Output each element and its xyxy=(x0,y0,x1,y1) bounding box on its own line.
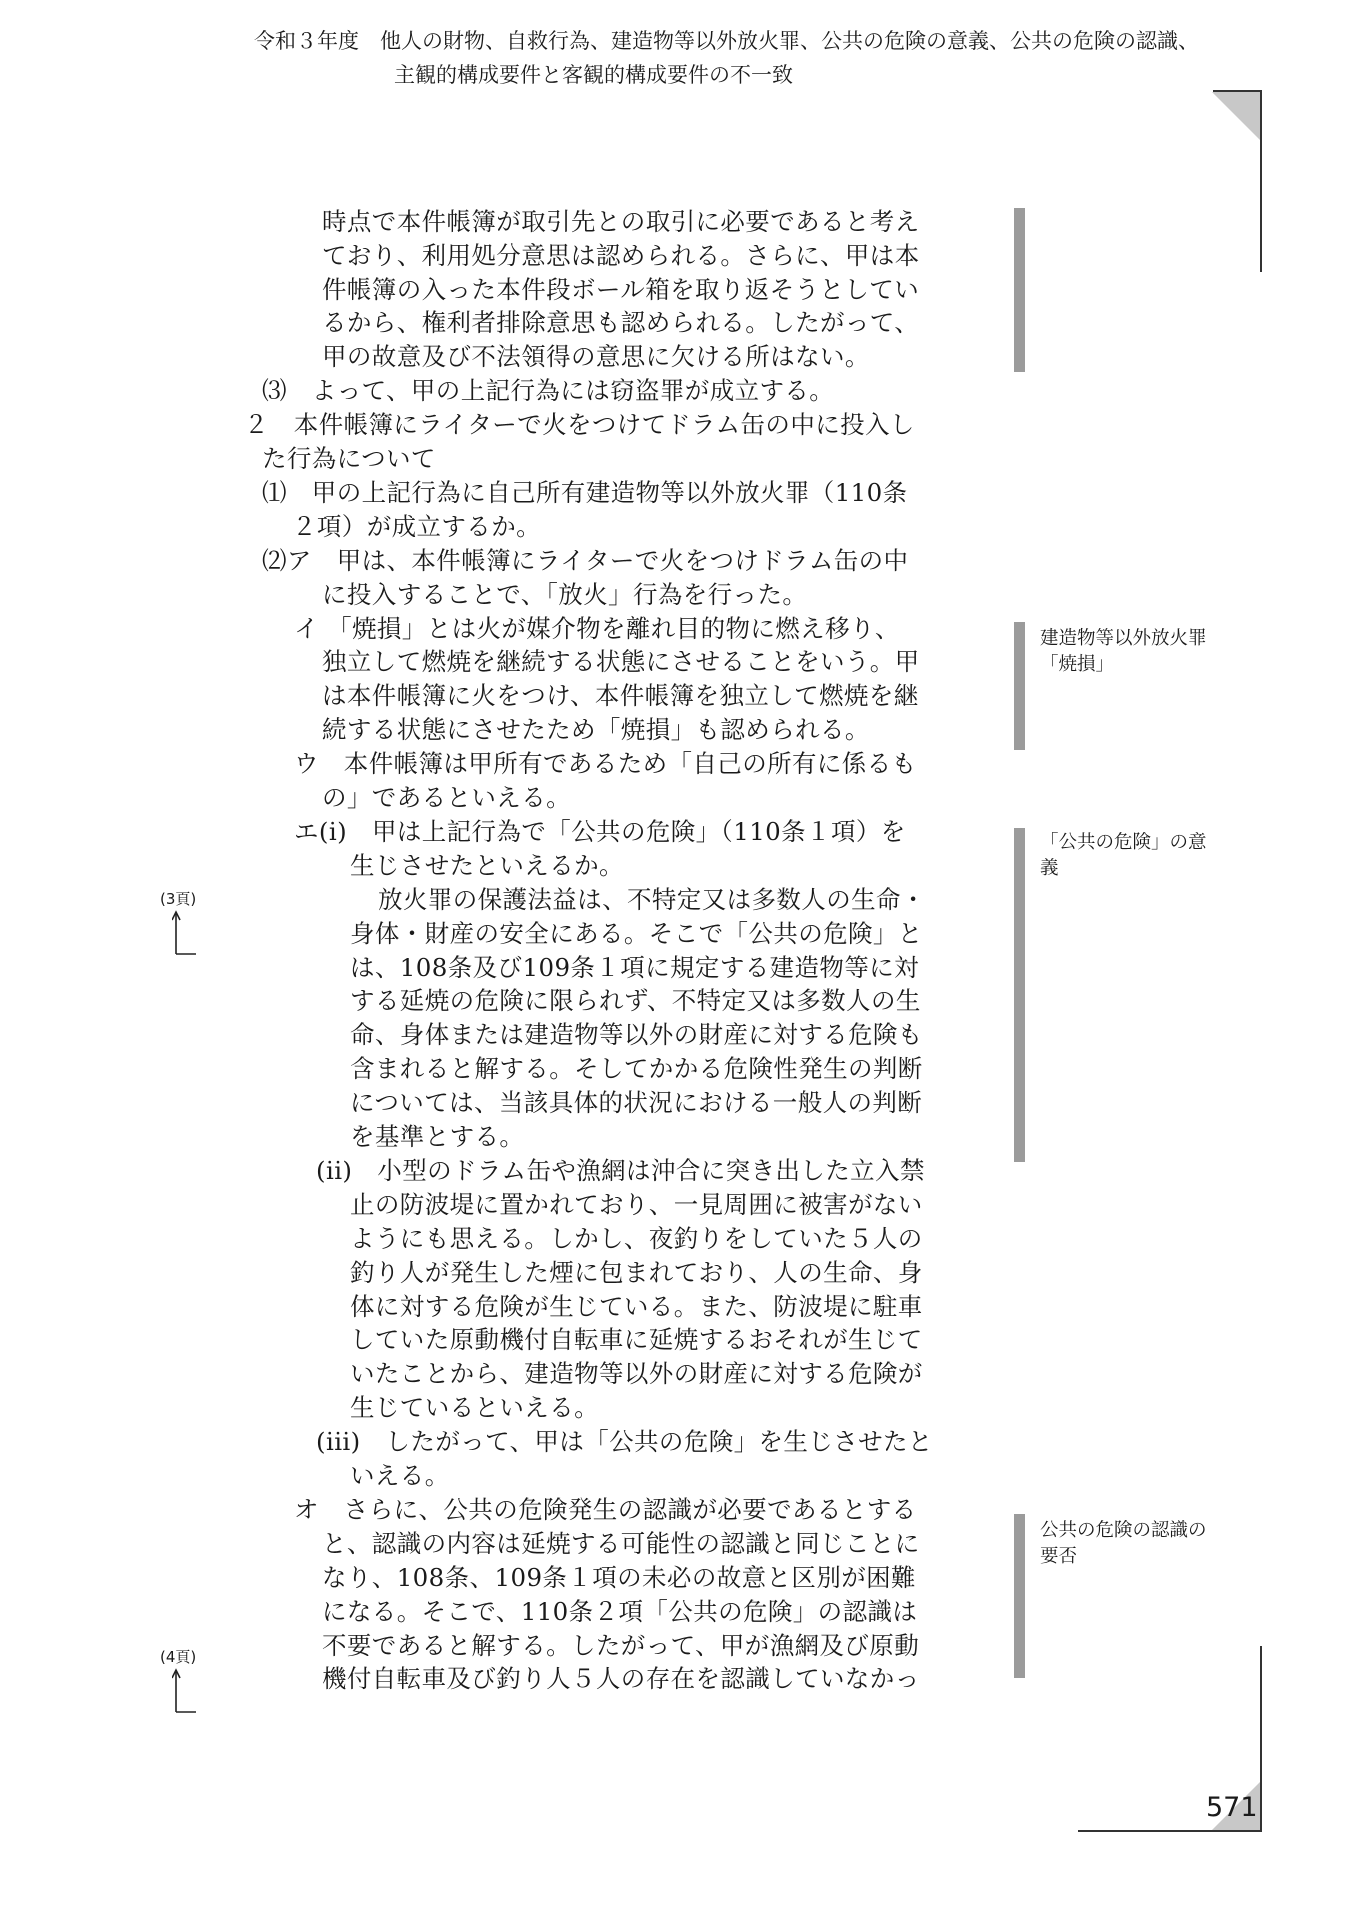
corner-rule-bottom-v xyxy=(1260,1646,1262,1832)
text-line: 甲の故意及び不法領得の意思に欠ける所はない。 xyxy=(322,342,870,371)
margin-note-line: 公共の危険の認識の xyxy=(1040,1520,1207,1541)
text-line: 独立して燃焼を継続する状態にさせることをいう。甲 xyxy=(322,647,920,676)
text-line: ⑴ 甲の上記行為に自己所有建造物等以外放火罪（110条 xyxy=(262,478,908,507)
margin-note xyxy=(1040,1518,1250,1570)
text-line: 時点で本件帳簿が取引先との取引に必要であると考え xyxy=(322,207,920,236)
margin-note xyxy=(1040,830,1250,882)
page-marker-arrow-icon xyxy=(172,908,202,958)
text-line: いたことから、建造物等以外の財産に対する危険が xyxy=(350,1359,923,1388)
margin-bar xyxy=(1014,208,1025,372)
text-line: 続する状態にさせたため「焼損」も認められる。 xyxy=(322,715,870,744)
text-line: なり、108条、109条１項の未必の故意と区別が困難 xyxy=(322,1563,916,1592)
text-line: については、当該具体的状況における一般人の判断 xyxy=(350,1088,923,1117)
text-line: していた原動機付自転車に延焼するおそれが生じて xyxy=(350,1325,923,1354)
text-line: いえる。 xyxy=(350,1461,450,1490)
text-line: は、108条及び109条１項に規定する建造物等に対 xyxy=(350,953,920,982)
text-line: 放火罪の保護法益は、不特定又は多数人の生命・ xyxy=(378,885,926,914)
text-line: 含まれると解する。そしてかかる危険性発生の判断 xyxy=(350,1054,923,1083)
text-line: イ 「焼損」とは火が媒介物を離れ目的物に燃え移り、 xyxy=(294,614,900,643)
corner-rule-top-h xyxy=(1213,90,1262,92)
text-line: を基準とする。 xyxy=(350,1122,525,1151)
margin-bar xyxy=(1014,1514,1025,1678)
margin-note-line: 義 xyxy=(1040,858,1059,879)
text-line: るから、権利者排除意思も認められる。したがって、 xyxy=(322,308,920,337)
text-line: ようにも思える。しかし、夜釣りをしていた５人の xyxy=(350,1224,923,1253)
text-line: の」であるといえる。 xyxy=(322,783,571,812)
text-line: 機付自転車及び釣り人５人の存在を認識していなかっ xyxy=(322,1664,920,1693)
text-line: ウ 本件帳簿は甲所有であるため「自己の所有に係るも xyxy=(294,749,917,778)
margin-note-line: 要否 xyxy=(1040,1546,1078,1567)
page-marker-label: (3頁) xyxy=(160,890,197,908)
corner-rule-bottom-h xyxy=(1078,1830,1262,1832)
margin-bar xyxy=(1014,622,1025,750)
text-line: ており、利用処分意思は認められる。さらに、甲は本 xyxy=(322,241,920,270)
page-number: 571 xyxy=(1206,1792,1258,1823)
text-line: (iii) したがって、甲は「公共の危険」を生じさせたと xyxy=(316,1427,933,1456)
page-marker-label: (4頁) xyxy=(160,1648,197,1666)
text-line: 件帳簿の入った本件段ボール箱を取り返そうとしてい xyxy=(322,275,920,304)
text-line: と、認識の内容は延焼する可能性の認識と同じことに xyxy=(322,1529,920,1558)
text-line: 生じさせたといえるか。 xyxy=(350,851,624,880)
text-line: 体に対する危険が生じている。また、防波堤に駐車 xyxy=(350,1292,923,1321)
corner-fold-top xyxy=(1212,92,1260,140)
text-line: する延焼の危険に限られず、不特定又は多数人の生 xyxy=(350,986,921,1015)
text-line: ２ 本件帳簿にライターで火をつけてドラム缶の中に投入し xyxy=(244,410,915,439)
text-line: 生じているといえる。 xyxy=(350,1393,599,1422)
text-line: た行為について xyxy=(262,444,436,473)
text-line: 命、身体または建造物等以外の財産に対する危険も xyxy=(350,1020,923,1049)
text-line: (ii) 小型のドラム缶や漁網は沖合に突き出した立入禁 xyxy=(316,1156,925,1185)
text-line: ⑵ア 甲は、本件帳簿にライターで火をつけドラム缶の中 xyxy=(262,546,909,575)
text-line: 止の防波堤に置かれており、一見周囲に被害がない xyxy=(350,1190,923,1219)
text-line: ⑶ よって、甲の上記行為には窃盗罪が成立する。 xyxy=(262,376,835,405)
margin-bar xyxy=(1014,828,1025,1162)
margin-note-line: 「公共の危険」の意 xyxy=(1040,832,1207,853)
margin-note-line: 建造物等以外放火罪 xyxy=(1040,628,1207,649)
running-header xyxy=(254,24,1274,92)
margin-note-line: 「焼損」 xyxy=(1040,654,1115,675)
text-line: になる。そこで、110条２項「公共の危険」の認識は xyxy=(322,1597,918,1626)
text-line: は本件帳簿に火をつけ、本件帳簿を独立して燃焼を継 xyxy=(322,681,919,710)
corner-rule-top-v xyxy=(1260,90,1262,272)
text-line: ２項）が成立するか。 xyxy=(292,512,541,541)
text-line: 釣り人が発生した煙に包まれており、人の生命、身 xyxy=(350,1258,923,1287)
text-line: エ(i) 甲は上記行為で「公共の危険」（110条１項）を xyxy=(294,817,906,846)
text-line: 不要であると解する。したがって、甲が漁網及び原動 xyxy=(322,1631,920,1660)
text-line: オ さらに、公共の危険発生の認識が必要であるとする xyxy=(294,1495,917,1524)
margin-note xyxy=(1040,626,1250,678)
header-line-1: 令和３年度 他人の財物、自救行為、建造物等以外放火罪、公共の危険の意義、公共の危険の認識、 xyxy=(254,29,1199,53)
text-line: に投入することで、「放火」行為を行った。 xyxy=(322,580,808,609)
text-line: 身体・財産の安全にある。そこで「公共の危険」と xyxy=(350,919,923,948)
page-marker-arrow-icon xyxy=(172,1666,202,1716)
header-line-2: 主観的構成要件と客観的構成要件の不一致 xyxy=(394,63,793,87)
